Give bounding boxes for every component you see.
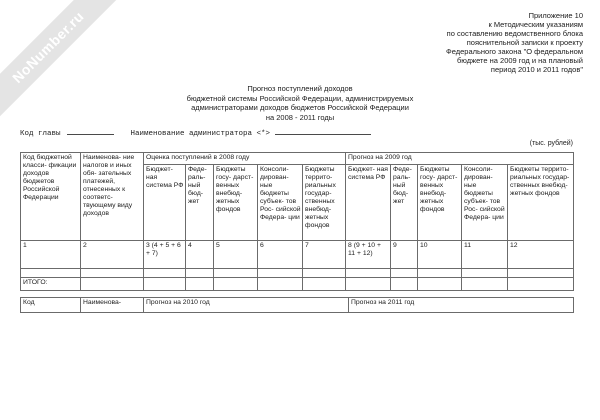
group-header-2009: Прогноз на 2009 год	[346, 153, 574, 165]
column-number-cell: 4	[186, 241, 214, 269]
appendix-note-line: пояснительной записки к проекту	[466, 38, 583, 47]
empty-data-cell	[258, 269, 303, 278]
column-number-cell: 3 (4 + 5 + 6 + 7)	[144, 241, 186, 269]
subheader-federal-budget-2008: Феде- раль- ный бюд- жет	[186, 165, 214, 241]
empty-data-cell	[508, 269, 574, 278]
empty-data-cell	[418, 269, 462, 278]
subheader-federal-budget-2009: Феде- раль- ный бюд- жет	[391, 165, 418, 241]
subheader-budget-system-2008: Бюджет- ная система РФ	[144, 165, 186, 241]
header-tax-names: Наименова- ние налогов и иных обя- зательных платежей, отнесенных к соответс- твующему виду доходов	[81, 153, 144, 241]
units-note: (тыс. рублей)	[529, 140, 573, 147]
appendix-note-line: к Методическим указаниям	[488, 20, 583, 29]
document-title	[0, 84, 600, 122]
appendix-note-line: бюджете на 2009 год и на плановый	[456, 56, 583, 65]
empty-total-cell	[144, 278, 186, 291]
column-number-cell: 6	[258, 241, 303, 269]
administrator-blank-field	[275, 127, 371, 135]
form-line	[20, 127, 371, 138]
chapter-code-label: Код главы	[20, 130, 61, 138]
column-number-cell: 7	[303, 241, 346, 269]
watermark-text: NoNumber.ru	[9, 8, 87, 86]
column-number-cell: 5	[214, 241, 258, 269]
empty-total-cell	[214, 278, 258, 291]
subheader-budget-system-2009: Бюджет- ная система РФ	[346, 165, 391, 241]
subheader-consolidated-2008: Консоли- дирован- ные бюджеты субъек- тов Рос- сийской Федера- ции	[258, 165, 303, 241]
column-number-cell: 11	[462, 241, 508, 269]
group-header-2008: Оценка поступлений в 2008 году	[144, 153, 346, 165]
administrator-label: Наименование администратора <*>	[130, 130, 271, 138]
document-title-line: на 2008 - 2011 годы	[265, 112, 335, 122]
column-number-cell: 9	[391, 241, 418, 269]
empty-total-cell	[186, 278, 214, 291]
empty-total-cell	[462, 278, 508, 291]
empty-total-cell	[508, 278, 574, 291]
column-number-cell: 2	[81, 241, 144, 269]
empty-total-cell	[418, 278, 462, 291]
empty-total-cell	[81, 278, 144, 291]
subheader-territorial-2009: Бюджеты террито- риальных государ- ственных внебюд- жетных фондов	[508, 165, 574, 241]
document-title-line: Прогноз поступлений доходов	[247, 84, 353, 93]
empty-total-cell	[258, 278, 303, 291]
appendix-note-line: Приложение 10	[528, 11, 583, 20]
subheader-state-extrabudgetary-2009: Бюджеты госу- дарст- венных внебюд- жетных фондов	[418, 165, 462, 241]
forecast-table-2008-2009	[20, 152, 574, 291]
forecast-table-2010-2011	[20, 297, 574, 313]
empty-data-cell	[303, 269, 346, 278]
empty-data-cell	[391, 269, 418, 278]
empty-total-cell	[391, 278, 418, 291]
empty-data-cell	[81, 269, 144, 278]
empty-total-cell	[303, 278, 346, 291]
appendix-note-line: Федерального закона "О федеральном	[446, 47, 583, 56]
group-header-2011: Прогноз на 2011 год	[349, 298, 574, 313]
subheader-state-extrabudgetary-2008: Бюджеты госу- дарст- венных внебюд- жетных фондов	[214, 165, 258, 241]
group-header-2010: Прогноз на 2010 год	[144, 298, 349, 313]
empty-data-cell	[144, 269, 186, 278]
totals-label-cell: ИТОГО:	[21, 278, 81, 291]
chapter-code-blank-field	[67, 127, 114, 135]
document-title-line: бюджетной системы Российской Федерации, администрируемых	[186, 93, 414, 103]
empty-total-cell	[346, 278, 391, 291]
column-number-cell: 8 (9 + 10 + 11 + 12)	[346, 241, 391, 269]
subheader-territorial-2008: Бюджеты террито- риальных государ- ственных внебюд- жетных фондов	[303, 165, 346, 241]
column-number-cell: 1	[21, 241, 81, 269]
empty-data-cell	[462, 269, 508, 278]
column-number-cell: 10	[418, 241, 462, 269]
header-code: Код	[21, 298, 81, 313]
empty-data-cell	[21, 269, 81, 278]
appendix-note-line: период 2010 и 2011 годов"	[490, 65, 583, 74]
header-code-classification: Код бюджетной класси- фикации доходов бюджетов Российской Федерации	[21, 153, 81, 241]
header-name-truncated: Наименова-	[81, 298, 144, 313]
appendix-note	[446, 11, 583, 74]
column-number-cell: 12	[508, 241, 574, 269]
document-title-line: администраторами доходов бюджетов Российской Федерации	[191, 103, 409, 112]
appendix-note-line: по составлению ведомственного блока	[446, 29, 583, 38]
empty-data-cell	[214, 269, 258, 278]
empty-data-cell	[186, 269, 214, 278]
empty-data-cell	[346, 269, 391, 278]
subheader-consolidated-2009: Консоли- дирован- ные бюджеты субъек- тов Рос- сийской Федера- ции	[462, 165, 508, 241]
